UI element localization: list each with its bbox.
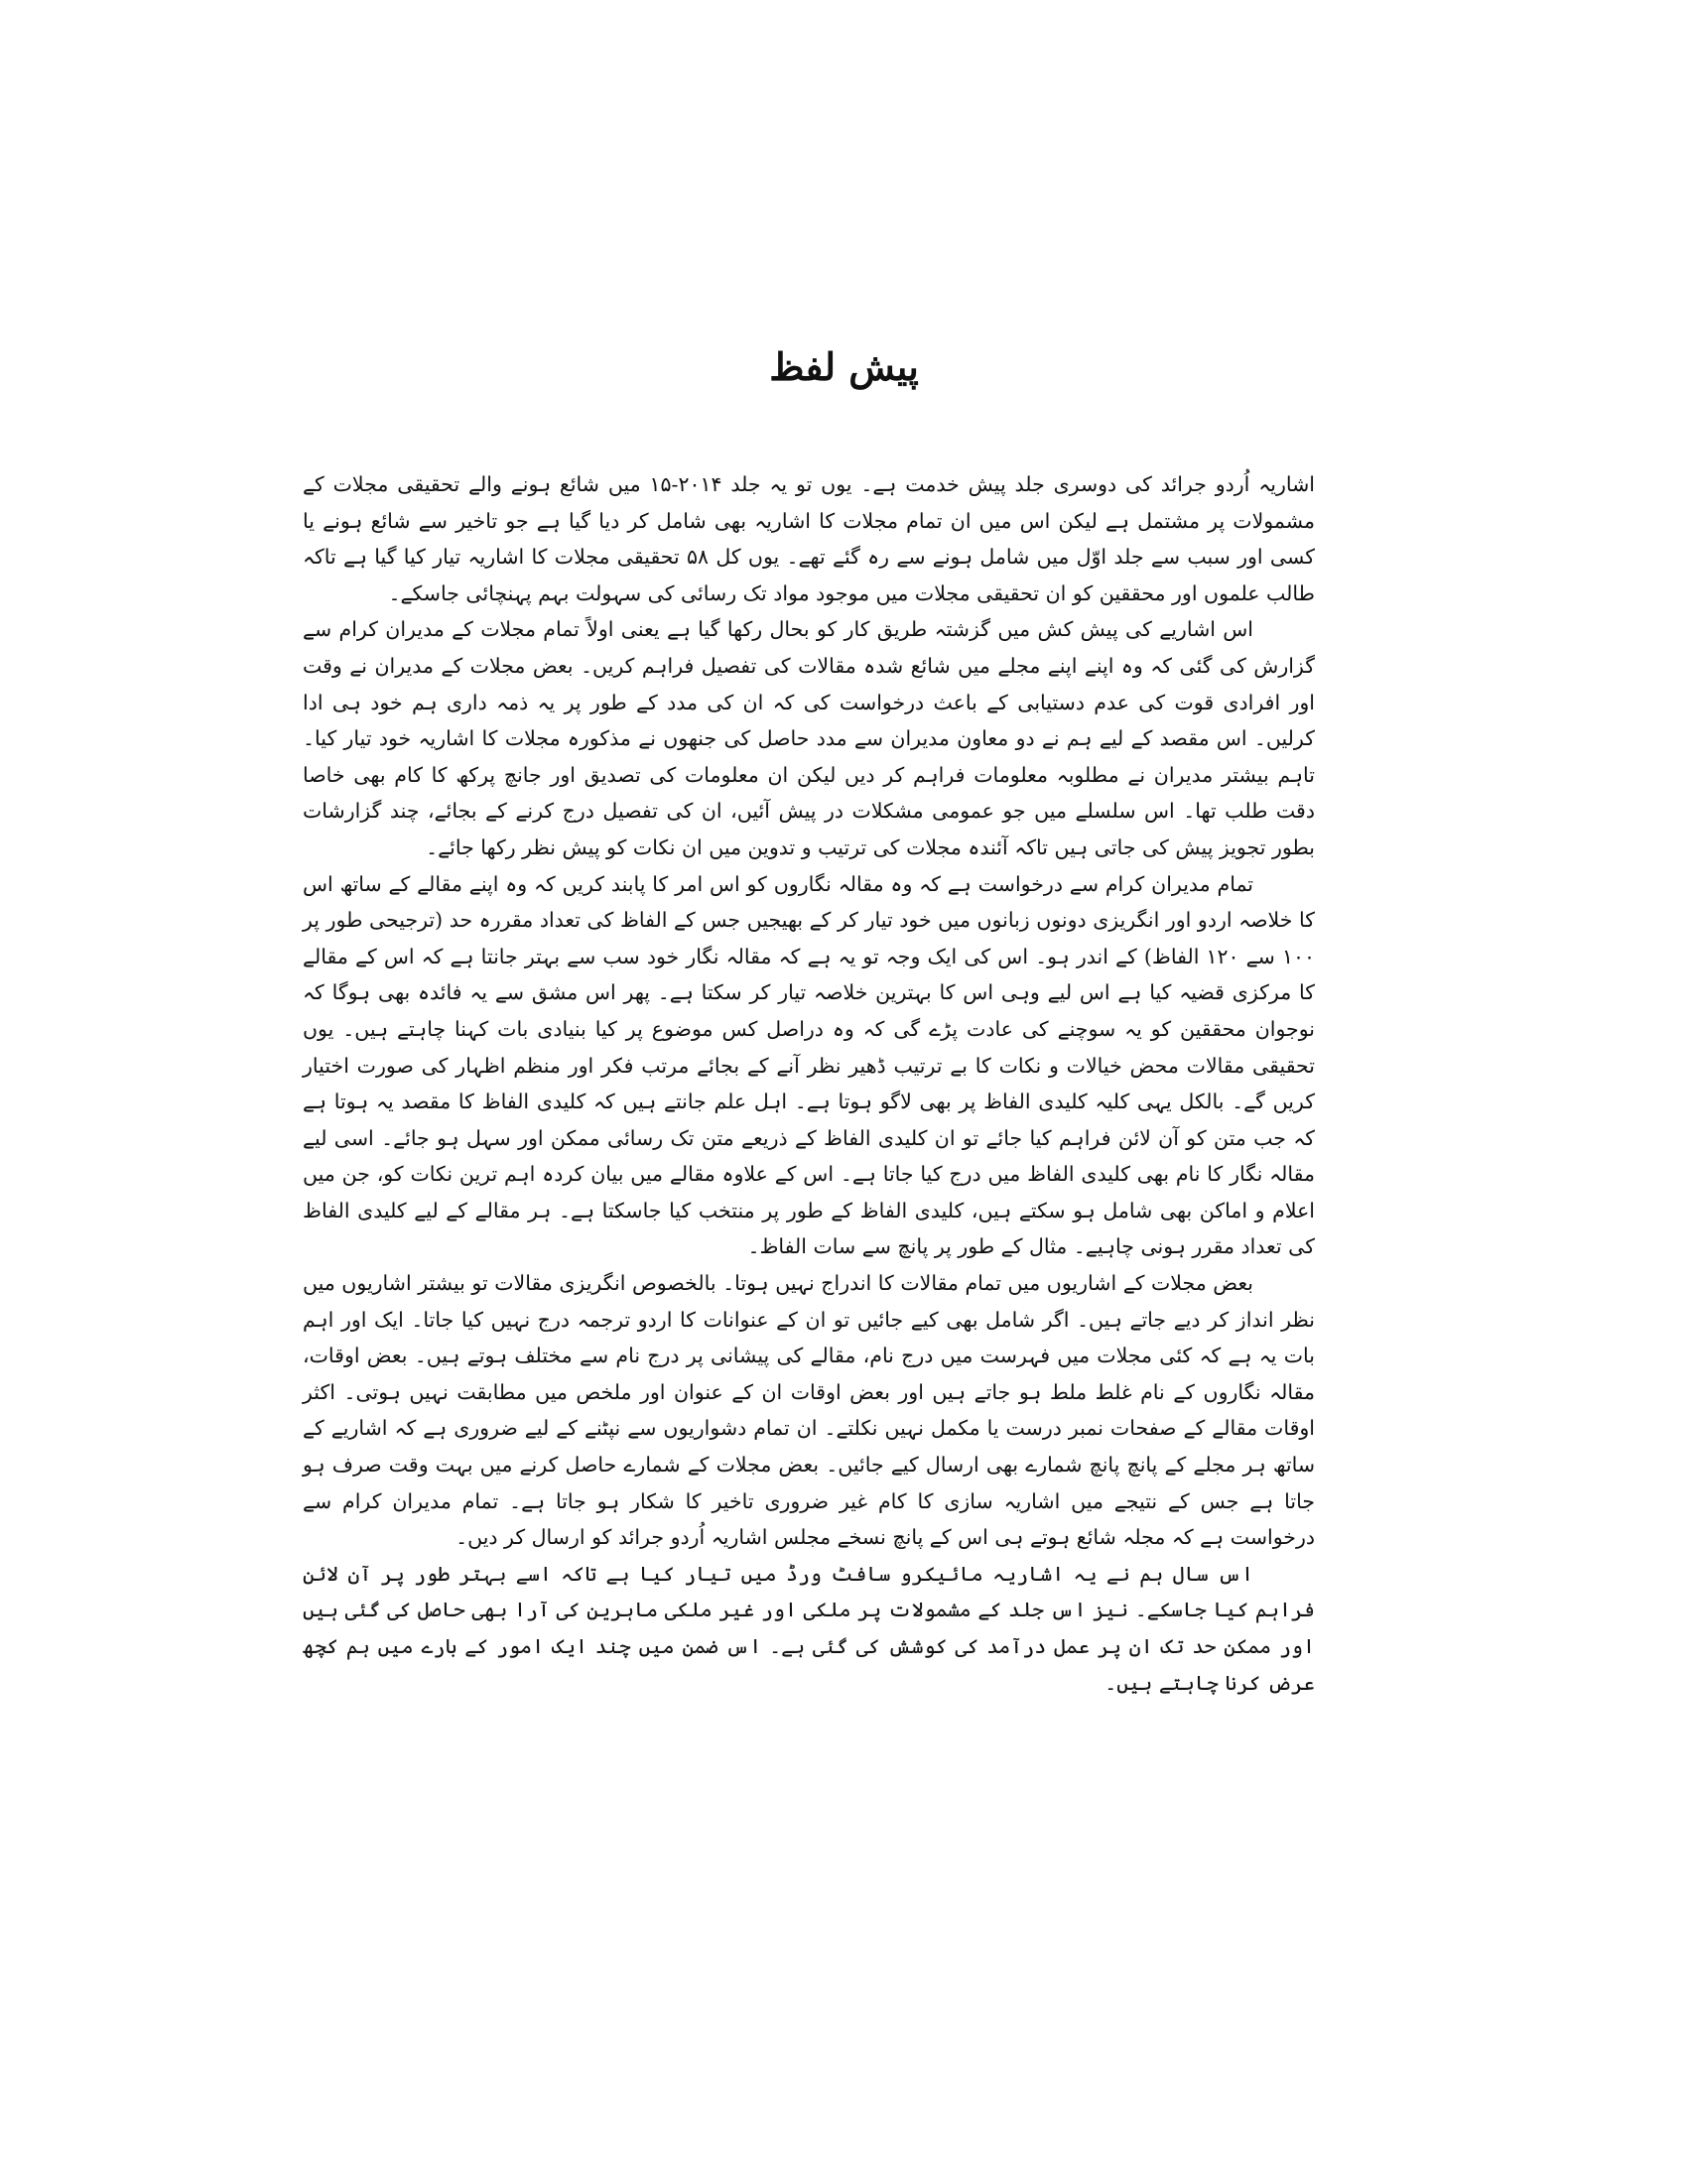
body-text — [303, 466, 1315, 1701]
paragraph-1: اشاریہ اُردو جرائد کی دوسری جلد پیش خدمت ہے۔ یوں تو یہ جلد ۲۰۱۴-۱۵ میں شائع ہونے والے تحقیقی مجلات کے مشمولات پر مشتمل ہے لیکن اس میں ان تمام مجلات کا اشاریہ بھی شامل کر دیا گیا ہے جو تاخیر سے شائع ہونے یا کسی اور سبب سے جلد اوّل میں شامل ہونے سے رہ گئے تھے۔ یوں کل ۵۸ تحقیقی مجلات کا اشاریہ تیار کیا گیا ہے تاکہ طالب علموں اور محققین کو ان تحقیقی مجلات میں موجود مواد تک رسائی کی سہولت بہم پہنچائی جاسکے۔ — [303, 472, 1315, 605]
paragraph-4: بعض مجلات کے اشاریوں میں تمام مقالات کا اندراج نہیں ہوتا۔ بالخصوص انگریزی مقالات تو بیشتر اشاریوں میں نظر انداز کر دیے جاتے ہیں۔ اگر شامل بھی کیے جائیں تو ان کے عنوانات کا اردو ترجمہ درج نہیں کیا جاتا۔ ایک اور اہم بات یہ ہے کہ کئی مجلات میں فہرست میں درج نام، مقالے کی پیشانی پر درج نام سے مختلف ہوتے ہیں۔ بعض اوقات، مقالہ نگاروں کے نام غلط ملط ہو جاتے ہیں اور بعض اوقات ان کے عنوان اور ملخص میں مطابقت نہیں ہوتی۔ اکثر اوقات مقالے کے صفحات نمبر درست یا مکمل نہیں نکلتے۔ ان تمام دشواریوں سے نپٹنے کے لیے ضروری ہے کہ اشاریے کے ساتھ ہر مجلے کے پانچ پانچ شمارے بھی ارسال کیے جائیں۔ بعض مجلات کے شمارے حاصل کرنے میں بہت وقت صرف ہو جاتا ہے جس کے نتیجے میں اشاریہ سازی کا کام غیر ضروری تاخیر کا شکار ہو جاتا ہے۔ تمام مدیران کرام سے درخواست ہے کہ مجلہ شائع ہوتے ہی اس کے پانچ نسخے مجلس اشاریہ اُردو جرائد کو ارسال کر دیں۔ — [303, 1271, 1315, 1550]
paragraph-3: تمام مدیران کرام سے درخواست ہے کہ وہ مقالہ نگاروں کو اس امر کا پابند کریں کہ وہ اپنے مقالے کے ساتھ اس کا خلاصہ اردو اور انگریزی دونوں زبانوں میں خود تیار کر کے بھیجیں جس کے الفاظ کی تعداد مقررہ حد (ترجیحی طور پر ۱۰۰ سے ۱۲۰ الفاظ) کے اندر ہو۔ اس کی ایک وجہ تو یہ ہے کہ مقالہ نگار خود سب سے بہتر جانتا ہے کہ اس کے مقالے کا مرکزی قضیہ کیا ہے اس لیے وہی اس کا بہترین خلاصہ تیار کر سکتا ہے۔ پھر اس مشق سے یہ فائدہ بھی ہوگا کہ نوجوان محققین کو یہ سوچنے کی عادت پڑے گی کہ وہ دراصل کس موضوع پر کیا بنیادی بات کہنا چاہتے ہیں۔ یوں تحقیقی مقالات محض خیالات و نکات کا بے ترتیب ڈھیر نظر آنے کے بجائے مرتب فکر اور منظم اظہار کی صورت اختیار کریں گے۔ بالکل یہی کلیہ کلیدی الفاظ پر بھی لاگو ہوتا ہے۔ اہل علم جانتے ہیں کہ کلیدی الفاظ کا مقصد یہ ہوتا ہے کہ جب متن کو آن لائن فراہم کیا جائے تو ان کلیدی الفاظ کے ذریعے متن تک رسائی ممکن اور سہل ہو جائے۔ اسی لیے مقالہ نگار کا نام بھی کلیدی الفاظ میں درج کیا جاتا ہے۔ اس کے علاوہ مقالے میں بیان کردہ اہم ترین نکات کو، جن میں اعلام و اماکن بھی شامل ہو سکتے ہیں، کلیدی الفاظ کے طور پر منتخب کیا جاسکتا ہے۔ ہر مقالے کے لیے کلیدی الفاظ کی تعداد مقرر ہونی چاہیے۔ مثال کے طور پر پانچ سے سات الفاظ۔ — [303, 871, 1315, 1259]
paragraph-5: اس سال ہم نے یہ اشاریہ مائیکرو سافٹ ورڈ میں تیار کیا ہے تاکہ اسے بہتر طور پر آن لائن فراہم کیا جاسکے۔ نیز اس جلد کے مشمولات پر ملکی اور غیر ملکی ماہرین کی آرا بھی حاصل کی گئی ہیں اور ممکن حد تک ان پر عمل درآمد کی کوشش کی گئی ہے۔ اس ضمن میں چند ایک امور کے بارے میں ہم کچھ عرض کرنا چاہتے ہیں۔ — [303, 1561, 1315, 1695]
paragraph-2: اس اشاریے کی پیش کش میں گزشتہ طریق کار کو بحال رکھا گیا ہے یعنی اولاً تمام مجلات کے مدیران کرام سے گزارش کی گئی کہ وہ اپنے اپنے مجلے میں شائع شدہ مقالات کی تفصیل فراہم کریں۔ بعض مجلات کے مدیران نے وقت اور افرادی قوت کی عدم دستیابی کے باعث درخواست کی کہ ان کی مدد کے طور پر یہ ذمہ داری ہم خود ہی ادا کرلیں۔ اس مقصد کے لیے ہم نے دو معاون مدیران سے مدد حاصل کی جنھوں نے مذکورہ مجلات کا اشاریہ خود تیار کیا۔ تاہم بیشتر مدیران نے مطلوبہ معلومات فراہم کر دیں لیکن ان معلومات کی تصدیق اور جانچ پرکھ کا کام بھی خاصا دقت طلب تھا۔ اس سلسلے میں جو عمومی مشکلات در پیش آئیں، ان کی تفصیل درج کرنے کے بجائے، چند گزارشات بطور تجویز پیش کی جاتی ہیں تاکہ آئندہ مجلات کی ترتیب و تدوین میں ان نکات کو پیش نظر رکھا جائے۔ — [303, 617, 1315, 859]
page-title: پیش لفظ — [769, 344, 919, 390]
